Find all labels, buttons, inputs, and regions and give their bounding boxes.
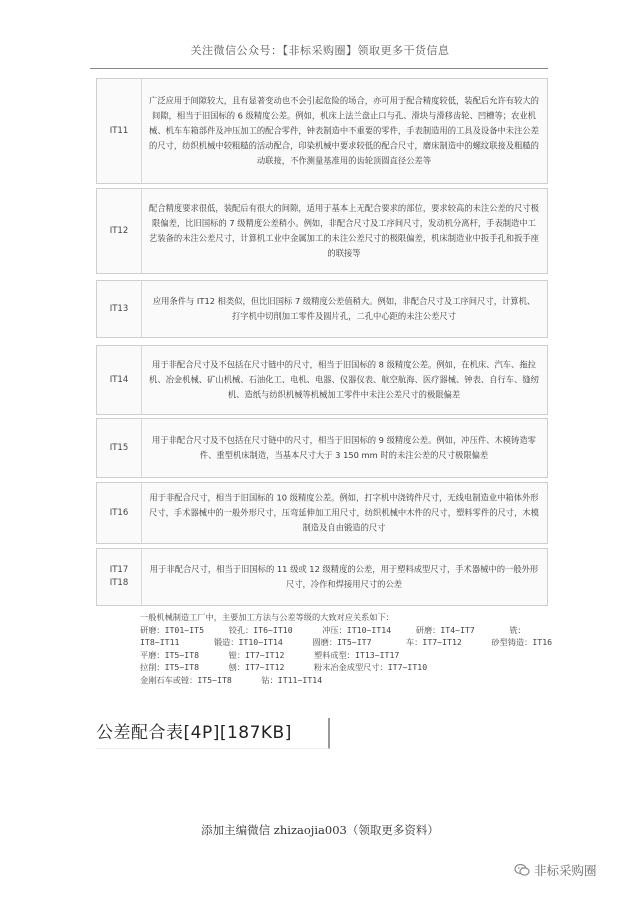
tolerance-row-it13 xyxy=(96,280,548,338)
tolerance-grade-code: IT12 xyxy=(97,189,142,273)
header-divider xyxy=(90,68,548,69)
summary-intro: 一般机械制造工厂中，主要加工方法与公差等级的大致对应关系如下： xyxy=(140,612,394,622)
wechat-icon xyxy=(514,863,530,877)
tolerance-row-it15 xyxy=(96,418,548,478)
brand-name: 非标采购圈 xyxy=(534,863,597,878)
tolerance-grade-description: 用于非配合尺寸及不包括在尺寸链中的尺寸，相当于旧国标的 8 级精度公差。例如，在机床、汽车、拖拉机、冶金机械、矿山机械、石油化工、电机、电器、仪器仪表、航空航海、医疗器械、钟表、自行车、缝纫机、造纸与纺织机械等机械加工零件中未注公差尺寸的极限偏差 xyxy=(149,359,539,400)
tolerance-grade-code: IT16 xyxy=(97,483,142,543)
tolerance-grade-code: IT15 xyxy=(97,419,142,477)
machining-method-summary xyxy=(140,611,560,687)
tolerance-grade-description: 用于非配合尺寸，相当于旧国标的 10 级精度公差。例如，打字机中浇铸件尺寸，无线电制造业中箱体外形尺寸，手术器械中的一般外形尺寸，压弯延伸加工用尺寸，纺织机械中木件的尺寸，塑料零件的尺寸，木模制造及自由锻造的尺寸 xyxy=(149,492,539,533)
tolerance-row-it17-it18 xyxy=(96,548,548,606)
tolerance-grade-description: 用于非配合尺寸，相当于旧国标的 11 级或 12 级精度的公差，用于塑料成型尺寸，手术器械中的一般外形尺寸，冷作和焊接用尺寸的公差 xyxy=(149,564,539,589)
tolerance-grade-description: 应用条件与 IT12 相类似，但比旧国标 7 级精度公差值稍大。例如，非配合尺寸及工序间尺寸，计算机、打字机中切削加工零件及圆片孔，二孔中心距的未注公差尺寸 xyxy=(152,296,536,321)
tolerance-grade-description: 广泛应用于间隙较大，且有显著变动也不会引起危险的场合，亦可用于配合精度较低，装配后允许有较大的间隙，相当于旧国标的 6 级精度公差。例如，机床上法兰盘止口与孔、滑块与滑移齿轮、凹槽等；农业机械、机车车箱部件及冲压加工的配合零件，钟表制造中不重要的零件，手表制造用的工具及设备中未注公差的尺寸，纺织机械中较粗糙的活动配合，印染机械中要求较低的配合尺寸，磨床制造中的螺纹联接及粗糙的动联接，不作测量基准用的齿轮顶圆直径公差等 xyxy=(149,95,539,166)
file-title: 公差配合表[4P][187KB] xyxy=(96,718,330,749)
brand-watermark xyxy=(514,861,597,879)
summary-line: IT8~IT11 锻造：IT10~IT14 圆磨：IT5~IT7 车：IT7~IT12 砂型铸造：IT16 xyxy=(140,637,553,648)
summary-line: 拉削：IT5~IT8 刨：IT7~IT12 粉末冶金成型尺寸：IT7~IT10 xyxy=(140,662,428,673)
summary-line: 平磨：IT5~IT8 镗：IT7~IT12 塑料成型：IT13~IT17 xyxy=(140,649,400,660)
page-header-banner: 关注微信公众号：【非标采购圈】领取更多干货信息 xyxy=(190,44,450,57)
tolerance-grade-code: IT13 xyxy=(97,281,142,337)
tolerance-grade-description: 用于非配合尺寸及不包括在尺寸链中的尺寸，相当于旧国标的 9 级精度公差。例如，冲压件、木模铸造零件、重型机床制造，当基本尺寸大于 3 150 mm 时的未注公差的尺寸极限偏差 xyxy=(152,435,536,460)
summary-line: 金刚石车或镗：IT5~IT8 钻：IT11~IT14 xyxy=(140,674,323,685)
tolerance-grade-code: IT11 xyxy=(97,79,142,183)
tolerance-grade-code: IT14 xyxy=(97,346,142,414)
summary-line: 研磨：IT01~IT5 铰孔：IT6~IT10 冲压：IT10~IT14 研磨：IT4~IT7 铣： xyxy=(140,624,526,635)
tolerance-row-it12 xyxy=(96,188,548,274)
tolerance-grade-code: IT17 IT18 xyxy=(97,549,142,605)
tolerance-row-it14 xyxy=(96,345,548,415)
tolerance-row-it16 xyxy=(96,482,548,544)
tolerance-grade-description: 配合精度要求很低，装配后有很大的间隙，适用于基本上无配合要求的部位，要求较高的未注公差的尺寸极限偏差，比旧国标的 7 级精度公差稍小。例如，非配合尺寸及工序间尺寸，发动机分离杆，手表制造中工艺装备的未注公差尺寸，计算机工业中金属加工的未注公差尺寸的极限偏差，机床制造业中扳手孔和扳手座的联接等 xyxy=(149,203,539,258)
tolerance-row-it11 xyxy=(96,78,548,184)
page-footer-note: 添加主编微信 zhizaojia003（领取更多资料） xyxy=(201,823,439,837)
